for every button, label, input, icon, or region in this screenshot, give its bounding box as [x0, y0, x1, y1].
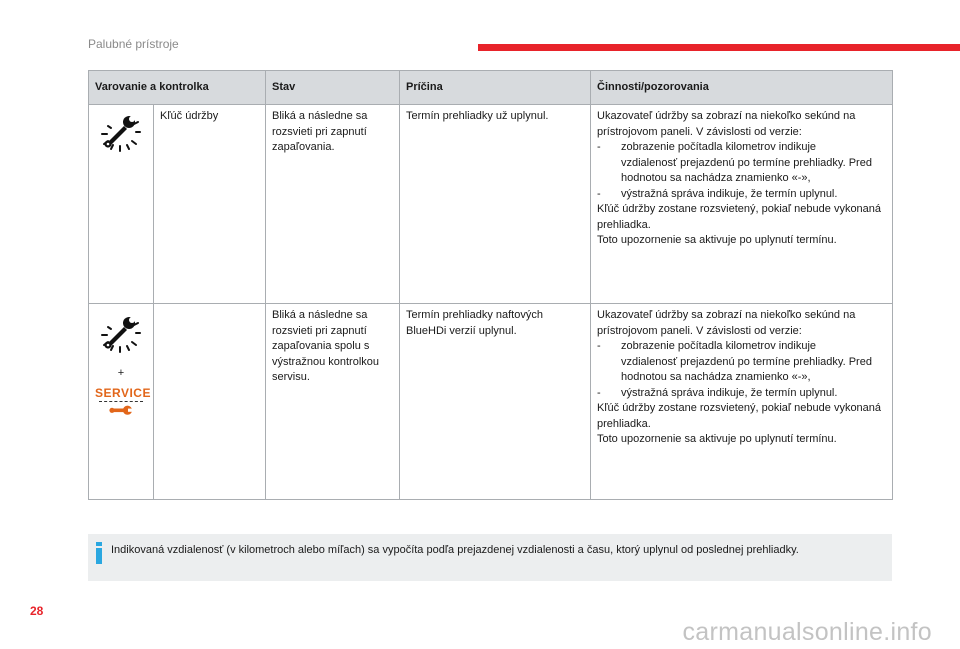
column-header: Príčina: [400, 71, 591, 105]
actions-item-continued: vzdialenosť prejazdenú po termíne prehliadky. Pred hodnotou sa nachádza znamienko «-»,: [621, 156, 872, 184]
icon-cell: [89, 304, 154, 500]
actions-final: Toto upozornenie sa aktivuje po uplynutí termínu.: [597, 234, 837, 246]
info-note: [88, 534, 892, 581]
actions-intro: Ukazovateľ údržby sa zobrazí na niekoľko sekúnd na prístrojovom paneli. V závislosti od verzie:: [597, 309, 856, 337]
dash: -: [597, 141, 601, 153]
cause-cell: Termín prehliadky už uplynul.: [400, 105, 591, 304]
note-text: Indikovaná vzdialenosť (v kilometroch alebo míľach) sa vypočíta podľa prejazdenej vzdialenosti a času, ktorý uplynul od poslednej prehliadky.: [111, 544, 799, 556]
warning-table: [88, 70, 893, 500]
accent-bar: [478, 44, 960, 51]
service-label: SERVICE: [95, 386, 151, 400]
column-header: Stav: [266, 71, 400, 105]
column-header: Varovanie a kontrolka: [89, 71, 266, 105]
table-row: [89, 105, 893, 304]
actions-item: [597, 140, 886, 156]
actions-intro: Ukazovateľ údržby sa zobrazí na niekoľko sekúnd na prístrojovom paneli. V závislosti od verzie:: [597, 110, 856, 138]
warning-name: Kľúč údržby: [154, 105, 266, 304]
actions-item-text: zobrazenie počítadla kilometrov indikuje: [621, 141, 817, 153]
actions-cell: [591, 105, 893, 304]
actions-item-text: zobrazenie počítadla kilometrov indikuje: [621, 340, 817, 352]
actions-outro: Kľúč údržby zostane rozsvietený, pokiaľ nebude vykonaná prehliadka.: [597, 203, 882, 231]
state-cell: Bliká a následne sa rozsvieti pri zapnutí zapaľovania.: [266, 105, 400, 304]
page-number: 28: [30, 604, 44, 618]
actions-item-text: výstražná správa indikuje, že termín uplynul.: [621, 187, 838, 200]
actions-cell: [591, 304, 893, 500]
table-row: [89, 304, 893, 500]
actions-item: [597, 187, 886, 203]
cause-cell: Termín prehliadky naftových BlueHDi verzií uplynul.: [400, 304, 591, 500]
wrench-maintenance-icon: [95, 113, 147, 159]
actions-item-continued: vzdialenosť prejazdenú po termíne prehliadky. Pred hodnotou sa nachádza znamienko «-»,: [621, 355, 872, 383]
plus-sign: +: [117, 366, 125, 379]
actions-item: [597, 386, 886, 402]
warning-name: [154, 304, 266, 500]
actions-outro: Kľúč údržby zostane rozsvietený, pokiaľ nebude vykonaná prehliadka.: [597, 402, 882, 430]
icon-cell: [89, 105, 154, 304]
state-cell: Bliká a následne sa rozsvieti pri zapnutí zapaľovania spolu s výstražnou kontrolkou servisu.: [266, 304, 400, 500]
table-header-row: [89, 71, 893, 105]
column-header: Činnosti/pozorovania: [591, 71, 893, 105]
dash: -: [597, 386, 601, 399]
section-title: Palubné prístroje: [88, 37, 179, 51]
wrench-maintenance-icon: [95, 314, 147, 360]
service-divider: [99, 401, 143, 402]
dash: -: [597, 340, 601, 352]
watermark: carmanualsonline.info: [682, 618, 932, 646]
actions-item-text: výstražná správa indikuje, že termín uplynul.: [621, 386, 838, 399]
actions-item: [597, 339, 886, 355]
actions-final: Toto upozornenie sa aktivuje po uplynutí termínu.: [597, 433, 837, 445]
info-icon: [95, 542, 103, 569]
dash: -: [597, 187, 601, 200]
service-wrench-icon: [95, 404, 147, 422]
